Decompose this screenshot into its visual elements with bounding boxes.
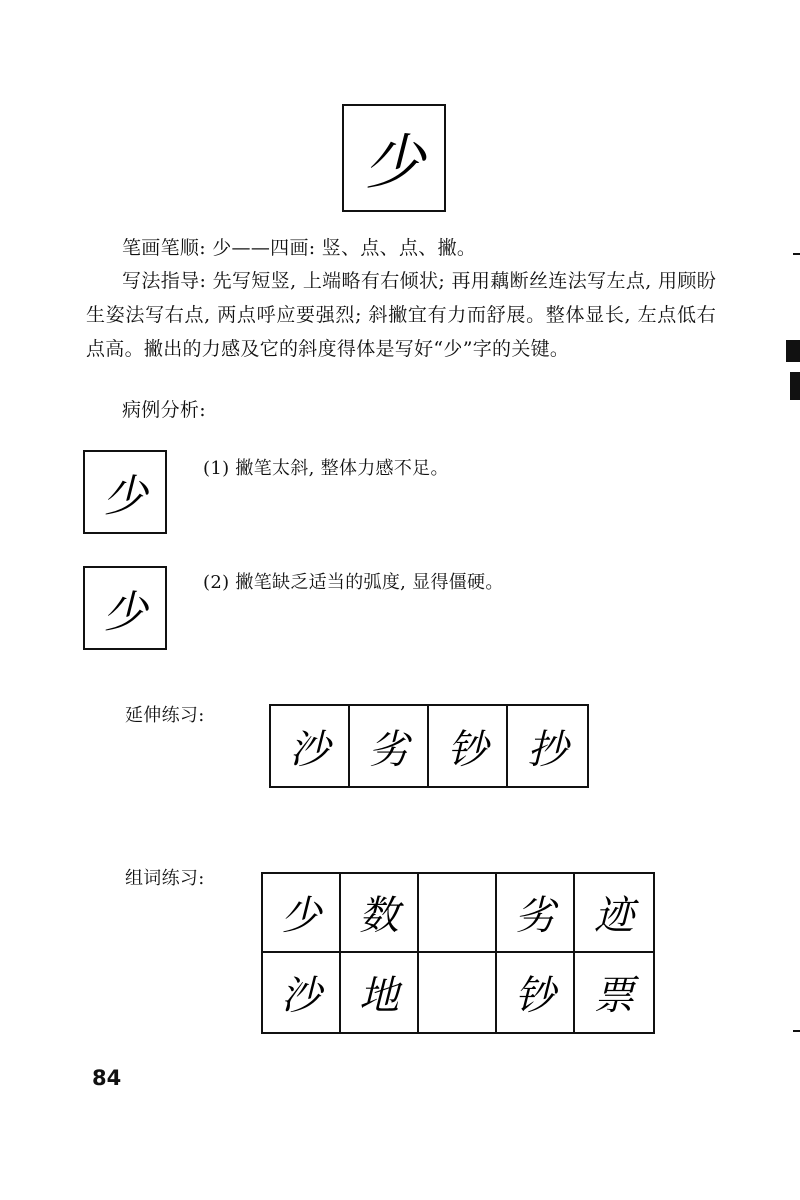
analysis-title: 病例分析: <box>122 399 206 421</box>
example-2-character: 少 <box>103 587 147 638</box>
word-cell: 迹 <box>575 874 653 953</box>
scan-edge-mark <box>793 1030 800 1032</box>
example-2-character-box <box>83 566 167 650</box>
example-2-text: (2) 撇笔缺乏适当的弧度, 显得僵硬。 <box>203 572 504 593</box>
word-cell-blank <box>419 874 497 953</box>
page-number: 84 <box>92 1066 122 1090</box>
scan-edge-mark <box>790 372 800 400</box>
extension-cell: 沙 <box>271 706 350 786</box>
word-cell: 钞 <box>497 953 575 1032</box>
stroke-order-text: 笔画笔顺: 少——四画: 竖、点、点、撇。 <box>122 237 477 259</box>
word-cell: 票 <box>594 973 634 1019</box>
word-cell: 少 <box>263 874 341 953</box>
word-practice-grid <box>261 872 655 1034</box>
example-1-text: (1) 撇笔太斜, 整体力感不足。 <box>203 458 449 479</box>
word-cell-blank <box>419 953 497 1032</box>
extension-cell: 抄 <box>527 726 568 773</box>
word-practice-label: 组词练习: <box>125 868 205 889</box>
scan-edge-mark <box>786 340 800 362</box>
extension-cell: 劣 <box>350 706 429 786</box>
extension-practice-label: 延伸练习: <box>125 705 205 726</box>
word-cell: 地 <box>341 953 419 1032</box>
word-cell: 沙 <box>263 953 341 1032</box>
writing-guide-text: 写法指导: 先写短竖, 上端略有右倾状; 再用藕断丝连法写左点, 用顾盼生姿法写右点, 两点呼应要强烈; 斜撇宜有力而舒展。整体显长, 左点低右点高。撇出的力感及它的斜度得体是写好“少”字的关键。 <box>86 270 716 360</box>
example-1-character: 少 <box>103 471 147 522</box>
scan-edge-mark <box>793 253 800 255</box>
extension-cell: 钞 <box>429 706 508 786</box>
main-character: 少 <box>364 128 424 198</box>
example-1-character-box <box>83 450 167 534</box>
word-cell: 劣 <box>497 874 575 953</box>
extension-practice-grid <box>269 704 589 788</box>
main-character-box <box>342 104 446 212</box>
word-cell: 数 <box>341 874 419 953</box>
